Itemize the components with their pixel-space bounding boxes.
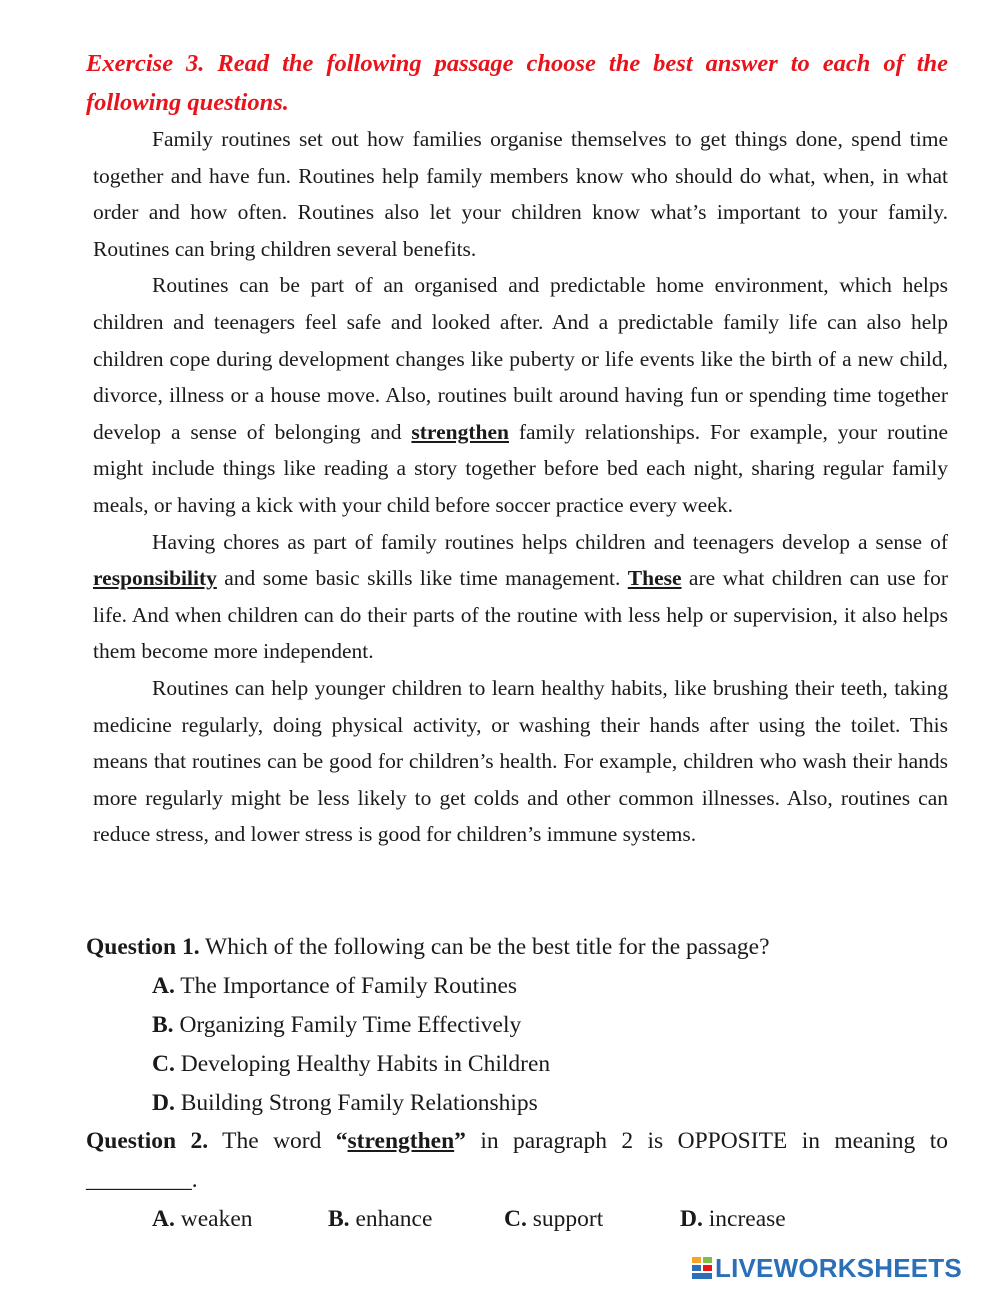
option-text: The Importance of Family Routines (174, 973, 518, 999)
option-letter: C. (504, 1206, 527, 1232)
question-text: in paragraph 2 is OPPOSITE in meaning to (465, 1128, 948, 1154)
answer-blank[interactable]: _________. (86, 1167, 198, 1193)
passage-paragraph-2 (93, 267, 948, 523)
answer-option-a[interactable] (152, 1200, 328, 1239)
question-1-options (86, 967, 948, 1123)
option-text: enhance (349, 1206, 433, 1232)
passage-text: Having chores as part of family routines helps children and teenagers develop a sense of (152, 529, 948, 554)
question-number: Question 1. (86, 934, 200, 960)
option-text: Organizing Family Time Effectively (173, 1012, 522, 1038)
passage-text: and some basic skills like time management. (216, 566, 628, 591)
answer-option-c[interactable] (504, 1200, 680, 1239)
logo-text: LIVEWORKSHEETS (715, 1252, 962, 1283)
option-letter: A. (152, 973, 175, 999)
answer-option-d[interactable] (680, 1200, 856, 1239)
keyword-these: These (627, 566, 682, 591)
option-text: increase (702, 1206, 786, 1232)
passage-paragraph-3 (93, 524, 948, 670)
option-letter: D. (152, 1090, 175, 1116)
passage-paragraph-1: Family routines set out how families organise themselves to get things done, spend time together and have fun. Routines help family members know who should do what, when, in what order and how often. Routines also let your children know what’s important to your family. Routines can bring children several benefits. (93, 127, 948, 261)
question-2-stem (86, 1122, 948, 1161)
liveworksheets-logo[interactable] (692, 1253, 962, 1283)
question-keyword: strengthen (347, 1128, 455, 1154)
option-letter: C. (152, 1051, 175, 1077)
question-2 (86, 1122, 948, 1239)
option-letter: B. (328, 1206, 350, 1232)
answer-option-c[interactable] (86, 1045, 948, 1084)
liveworksheets-logo-icon (692, 1257, 712, 1279)
question-1 (86, 928, 948, 1123)
answer-option-b[interactable] (328, 1200, 504, 1239)
passage-text: are what children can use for life. And when children can do their parts of the routine with less help or supervision, it also helps them become more independent. (93, 566, 948, 664)
question-2-options (86, 1200, 948, 1239)
option-text: support (526, 1206, 604, 1232)
reading-passage (93, 121, 948, 853)
option-letter: D. (680, 1206, 703, 1232)
question-text: Which of the following can be the best title for the passage? (199, 934, 770, 960)
option-letter: A. (152, 1206, 175, 1232)
quote-open: “ (335, 1128, 348, 1154)
answer-option-d[interactable] (86, 1084, 948, 1123)
answer-option-a[interactable] (86, 967, 948, 1006)
question-1-stem (86, 928, 948, 967)
option-text: Developing Healthy Habits in Children (174, 1051, 551, 1077)
answer-option-b[interactable] (86, 1006, 948, 1045)
question-number: Question 2. (86, 1128, 209, 1154)
keyword-responsibility: responsibility (93, 566, 217, 591)
keyword-strengthen: strengthen (411, 419, 509, 444)
passage-paragraph-4: Routines can help younger children to learn healthy habits, like brushing their teeth, taking medicine regularly, doing physical activity, or washing their hands after using the toilet. This means that routines can be good for children’s health. For example, children who wash their hands more regularly might be less likely to get colds and other common illnesses. Also, routines can reduce stress, and lower stress is good for children’s immune systems. (93, 675, 948, 847)
option-text: Building Strong Family Relationships (174, 1090, 538, 1116)
question-text: The word (208, 1128, 336, 1154)
passage-text: Routines can be part of an organised and predictable home environment, which helps children and teenagers feel safe and looked after. And a predictable family life can also help children cope during development changes like puberty or life events like the birth of a new child, divorce, illness or a house move. Also, routines built around having fun or spending time together develop a sense of belonging and (93, 273, 948, 444)
exercise-title: Exercise 3. Read the following passage choose the best answer to each of the following questions. (86, 50, 948, 116)
option-letter: B. (152, 1012, 174, 1038)
passage-text: family relationships. For example, your routine might include things like reading a story together before bed each night, sharing regular family meals, or having a kick with your child before soccer practice every week. (93, 419, 948, 517)
option-text: weaken (174, 1206, 253, 1232)
quote-close: ” (454, 1128, 466, 1154)
